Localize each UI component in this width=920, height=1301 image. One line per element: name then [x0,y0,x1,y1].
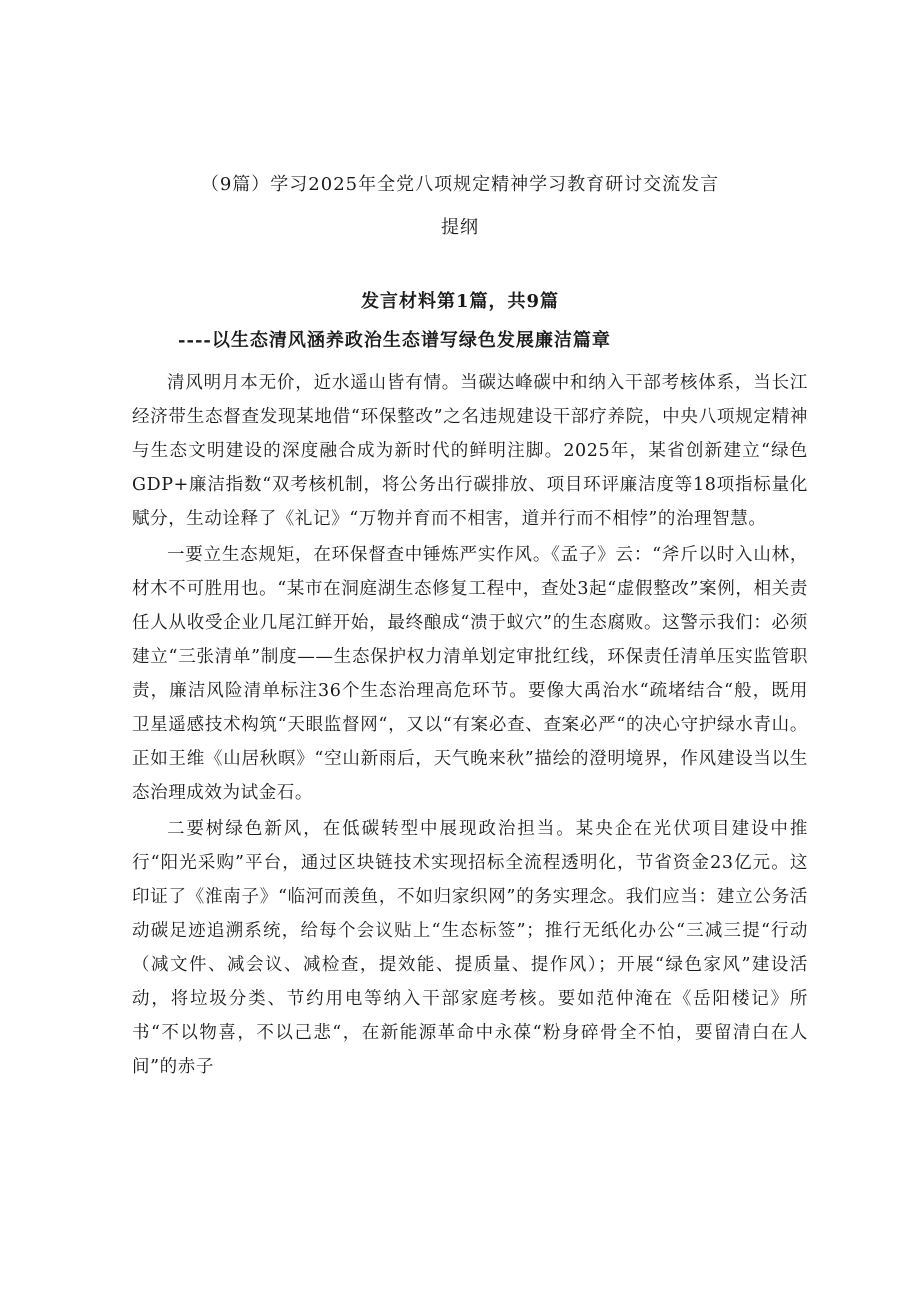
paragraph-intro: 清风明月本无价，近水遥山皆有情。当碳达峰碳中和纳入干部考核体系，当长江经济带生态督查发现某地借“环保整改”之名违规建设干部疗养院，中央八项规定精神与生态文明建设的深度融合成为新时代的鲜明注脚。2025年，某省创新建立“绿色GDP+廉洁指数“双考核机制，将公务出行碳排放、项目环评廉洁度等18项指标量化赋分，生动诠释了《礼记》“万物并育而不相害，道并行而不相悖”的治理智慧。 [132,373,808,529]
document-body [132,366,808,1086]
document-title-continued: 提纲 [441,217,479,238]
section-subheading: ----以生态清风涵养政治生态谱写绿色发展廉洁篇章 [178,330,611,351]
section-heading: 发言材料第1篇，共9篇 [360,291,560,312]
document-title: （9篇）学习2025年全党八项规定精神学习教育研讨交流发言 [200,174,720,195]
paragraph-point-one: 一要立生态规矩，在环保督查中锤炼严实作风。《孟子》云：“斧斤以时入山林，材木不可胜用也。“某市在洞庭湖生态修复工程中，查处3起“虚假整改”案例，相关责任人从收受企业几尾江鲜开始，最终酿成“溃于蚁穴”的生态腐败。这警示我们：必须建立“三张清单”制度——生态保护权力清单划定审批红线，环保责任清单压实监管职责，廉洁风险清单标注36个生态治理高危环节。要像大禹治水“疏堵结合“般，既用卫星遥感技术构筑“天眼监督网“，又以“有案必查、查案必严“的决心守护绿水青山。正如王维《山居秋暝》“空山新雨后，天气晚来秋”描绘的澄明境界，作风建设当以生态治理成效为试金石。 [132,545,808,803]
paragraph-point-two: 二要树绿色新风，在低碳转型中展现政治担当。某央企在光伏项目建设中推行“阳光采购”平台，通过区块链技术实现招标全流程透明化，节省资金23亿元。这印证了《淮南子》“临河而羡鱼，不如归家织网”的务实理念。我们应当：建立公务活动碳足迹追溯系统，给每个会议贴上“生态标签”；推行无纸化办公“三减三提“行动（减文件、减会议、减检查，提效能、提质量、提作风）；开展“绿色家风”建设活动，将垃圾分类、节约用电等纳入干部家庭考核。要如范仲淹在《岳阳楼记》所书“不以物喜，不以己悲“，在新能源革命中永葆“粉身碎骨全不怕，要留清白在人间”的赤子 [132,819,808,1077]
